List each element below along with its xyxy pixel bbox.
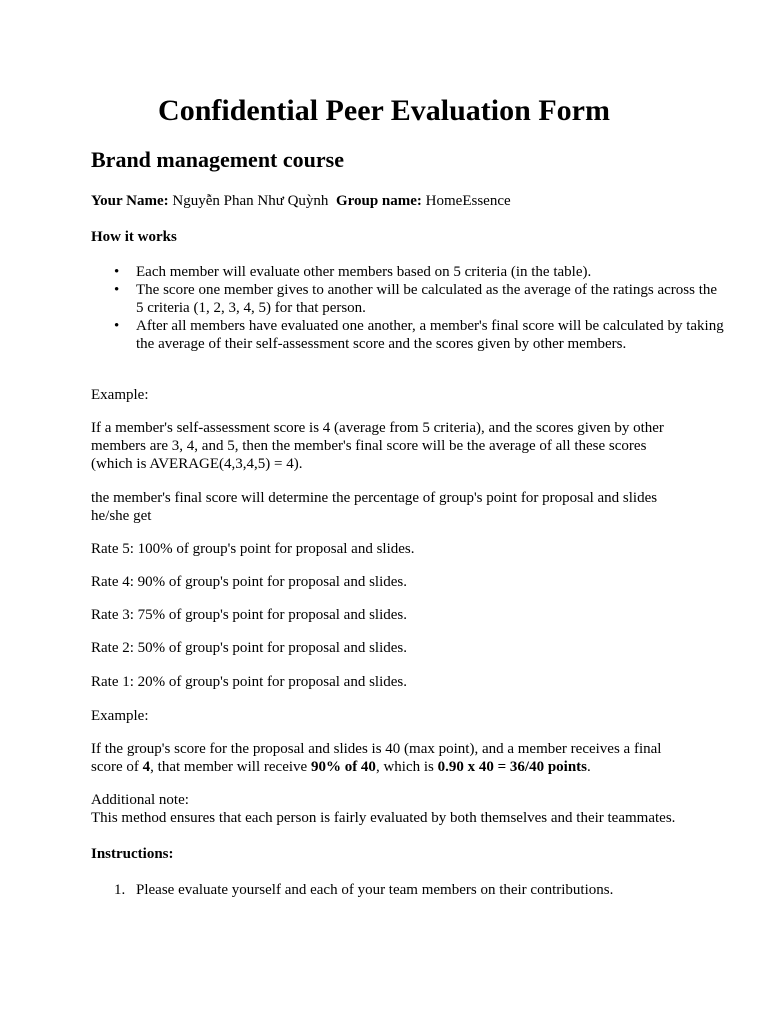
rate-3: Rate 3: 75% of group's point for proposal and slides. — [91, 607, 407, 623]
list-item — [114, 881, 726, 899]
example-2-text: If the group's score for the proposal and slides is 40 (max point), and a member receives a final score of 4, that member will receive 90% of 40, which is 0.90 x 40 = 36/40 points. — [91, 741, 662, 775]
step-number: 1. — [114, 882, 126, 898]
name-label: Your Name: — [91, 193, 169, 209]
rate-1: Rate 1: 20% of group's point for proposal and slides. — [91, 674, 407, 690]
page-title: Confidential Peer Evaluation Form — [158, 94, 610, 127]
how-it-works-list — [91, 263, 726, 353]
list-item: • After all members have evaluated one another, a member's final score will be calculated by taking the average of their self-assessment score and the scores given by other members. — [136, 317, 726, 353]
example-text: If a member's self-assessment score is 4 (average from 5 criteria), and the scores given by other members are 3, 4, and 5, then the member's final score will be the average of all these scores (which is AVERAGE(4,3,4,5) = 4). — [91, 420, 664, 472]
rate-4: Rate 4: 90% of group's point for proposal and slides. — [91, 574, 407, 590]
name-value: Nguyễn Phan Như Quỳnh — [172, 193, 329, 209]
instructions-list — [91, 881, 726, 899]
info-line — [91, 192, 691, 210]
rate-2: Rate 2: 50% of group's point for proposal and slides. — [91, 640, 407, 656]
group-value: HomeEssence — [425, 193, 511, 209]
final-score-text: the member's final score will determine the percentage of group's point for proposal and slides he/she get — [91, 490, 658, 524]
how-it-works-heading: How it works — [91, 229, 177, 245]
step-text: Please evaluate yourself and each of your team members on their contributions. — [136, 882, 614, 898]
rate-5: Rate 5: 100% of group's point for proposal and slides. — [91, 541, 415, 557]
group-label: Group name: — [335, 193, 422, 209]
note-label: Additional note: — [91, 792, 189, 808]
list-item: • Each member will evaluate other members based on 5 criteria (in the table). — [136, 263, 726, 281]
note-text: This method ensures that each person is fairly evaluated by both themselves and their teammates. — [91, 810, 676, 826]
example-label: Example: — [91, 387, 149, 403]
instructions-heading: Instructions: — [91, 846, 174, 862]
additional-note — [91, 791, 691, 827]
example-label: Example: — [91, 708, 149, 724]
list-item: • The score one member gives to another will be calculated as the average of the ratings across the 5 criteria (1, 2, 3, 4, 5) for that person. — [136, 281, 726, 317]
course-subtitle: Brand management course — [91, 147, 344, 172]
